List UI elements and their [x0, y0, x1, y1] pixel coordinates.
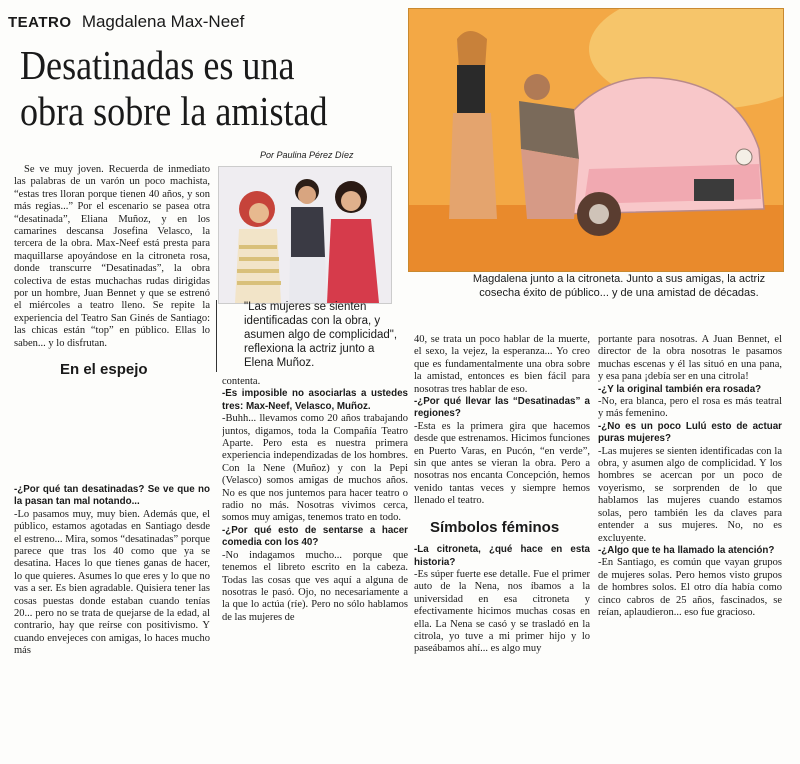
- intro-paragraph: Se ve muy joven. Recuerda de inmediato las palabras de un varón un poco machista, “estas tres lloran porque tienen 40 años, y son más regias...” Por el escenario se pasea otra “desatinada”, Eliana Muñoz, y en los camarines descansa Josefina Velasco, la tercera de la obra. Max-Neef está presta para maquillarse apoyándose en la citroneta rosa, donde transcurre “Desatinadas”, la obra colectiva de estas muchachas rudas dirigidas por un hombre, Juan Bennet y que se estrenó el miércoles a teatro lleno. Se repite la experiencia del Teatro San Ginés de Santiago: las chicas están “top” en público. Ellas lo saben... y lo disfrutan.: [14, 164, 210, 349]
- question-4: -¿Por qué llevar las “Desatinadas” a regiones?: [414, 396, 590, 420]
- main-photo-citroneta: [408, 8, 784, 272]
- section-label: TEATRO: [8, 14, 72, 31]
- headline-line-2: obra sobre la amistad: [20, 88, 328, 134]
- answer-5-continued: portante para nosotras. A Juan Bennet, el director de la obra nosotras le pasamos muchas escenas y él las situó en una pana, y esa pana ¡debía ser en una citrola!: [598, 334, 782, 383]
- column-1: [14, 164, 210, 460]
- question-5: -La citroneta, ¿qué hace en esta historia?: [414, 544, 590, 568]
- main-photo-caption: Magdalena junto a la citroneta. Junto a sus amigas, la actriz cosecha éxito de público... y de una amistad de décadas.: [472, 273, 766, 299]
- trio-photo: [218, 166, 392, 304]
- answer-1: -Lo pasamos muy, muy bien. Además que, el público, estamos agotadas en Santiago desde el estreno... Mira, somos “desatinadas” porque parece que tras los 40 como que ya se desatina. Haces lo que tienes ganas de hacer, lo que quieres. Asumes lo que eres y lo que no vas a ser. Es bien agradable. Quisiera tener las cosas puestas donde estaban cuando tenías 20... pero no se trata de quejarse de la edad, al contrario, hay que reírse con positivismo. Y cuando envejeces con amigas, lo haces mucho más: [14, 508, 210, 657]
- column-1-lower: [14, 484, 210, 762]
- pullquote: "Las mujeres se sienten identificadas con la obra, y asumen algo de complicidad", reflexiona la actriz junto a Elena Muñoz.: [244, 301, 398, 369]
- column-2-continuation: contenta.: [222, 376, 261, 387]
- column-3: [414, 334, 590, 762]
- answer-5: -Es súper fuerte ese detalle. Fue el primer auto de la Nena, nos íbamos a la universidad en esa citroneta y efectivamente hicimos muchas cosas en ella. La Nena se casó y se trasladó en la citrola, yo tuve a mi primer hijo y lo paseábamos ahí... es algo muy: [414, 568, 590, 655]
- answer-2: -Buhh... llevamos como 20 años trabajando juntos, digamos, toda la Compañía Teatro Aparte. Pero esta es nuestra primera experiencia independizadas de los hombres. Con la Nene (Muñoz) y con la Pepi (Velasco) somos amigas de muchos años. No es que nos juntemos para hacer teatro o radio no más. Nosotras vivimos cerca, somos muy amigas, tenemos trato en todo.: [222, 413, 408, 524]
- question-3: -¿Por qué esto de sentarse a hacer comedia con los 40?: [222, 524, 408, 549]
- byline: Por Paulina Pérez Díez: [260, 150, 354, 160]
- answer-7: -Las mujeres se sienten identificadas con la obra, y asumen algo de complicidad. Y los hombres se acercan por un poco de voyerismo, se sorprenden de lo que hablamos las mujeres cuando estamos solas, pero también les da claves para entender a sus mujeres. No, no es excluyente.: [598, 445, 782, 544]
- answer-3: -No indagamos mucho... porque que tenemos el libreto escrito en la cabeza. Todas las cosas que ves aquí a alguna de nosotras le pasó. Ojo, no necesariamente a la que lo actúa (ríe). Pero no sólo hablamos de las mujeres de: [222, 549, 408, 623]
- trio-photo-illustration: [219, 167, 391, 303]
- section-header: [8, 12, 244, 32]
- headline-line-1: Desatinadas es una: [20, 42, 295, 88]
- interviewee-name: Magdalena Max-Neef: [81, 12, 245, 31]
- question-1: -¿Por qué tan desatinadas? Se ve que no la pasan tan mal notando...: [14, 484, 210, 508]
- column-4: [598, 334, 782, 762]
- headline: [20, 42, 354, 134]
- question-8: -¿Algo que te ha llamado la atención?: [598, 544, 775, 556]
- question-6: -¿Y la original también era rosada?: [598, 383, 762, 395]
- main-photo-illustration: [409, 9, 783, 271]
- answer-3-continued: 40, se trata un poco hablar de la muerte, el sexo, la vejez, la esperanza... Yo creo que es fundamentalmente una obra sobre la amistad, entonces es bien fácil para nosotras tres hablar de eso.: [414, 334, 590, 395]
- column-2: [222, 376, 408, 762]
- answer-6: -No, era blanca, pero el rosa es más teatral y más femenino.: [598, 396, 782, 420]
- subhead-en-el-espejo: En el espejo: [60, 361, 148, 379]
- question-7: -¿No es un poco Lulú esto de actuar puras mujeres?: [598, 420, 782, 445]
- question-2: -Es imposible no asociarlas a ustedes tres: Max-Neef, Velasco, Muñoz.: [222, 388, 408, 412]
- pullquote-rule: [216, 300, 217, 372]
- subhead-simbolos-feminos: Símbolos féminos: [430, 518, 560, 536]
- answer-4: -Esta es la primera gira que hacemos desde que estrenamos. Hicimos funciones en Puerto Varas, en Pucón, “en verde”, sin que antes se vieran la obra. Pero a nosotras nos encanta Concepción, hemos venido tantas veces y siempre hemos llenado el teatro.: [414, 420, 590, 507]
- answer-8: -En Santiago, es común que vayan grupos de mujeres solas. Pero hemos visto grupos de hombres solos. El otro día había como cinco cabros de 25 años, fascinados, se reían, aplaudieron... eso fue gracioso.: [598, 557, 782, 618]
